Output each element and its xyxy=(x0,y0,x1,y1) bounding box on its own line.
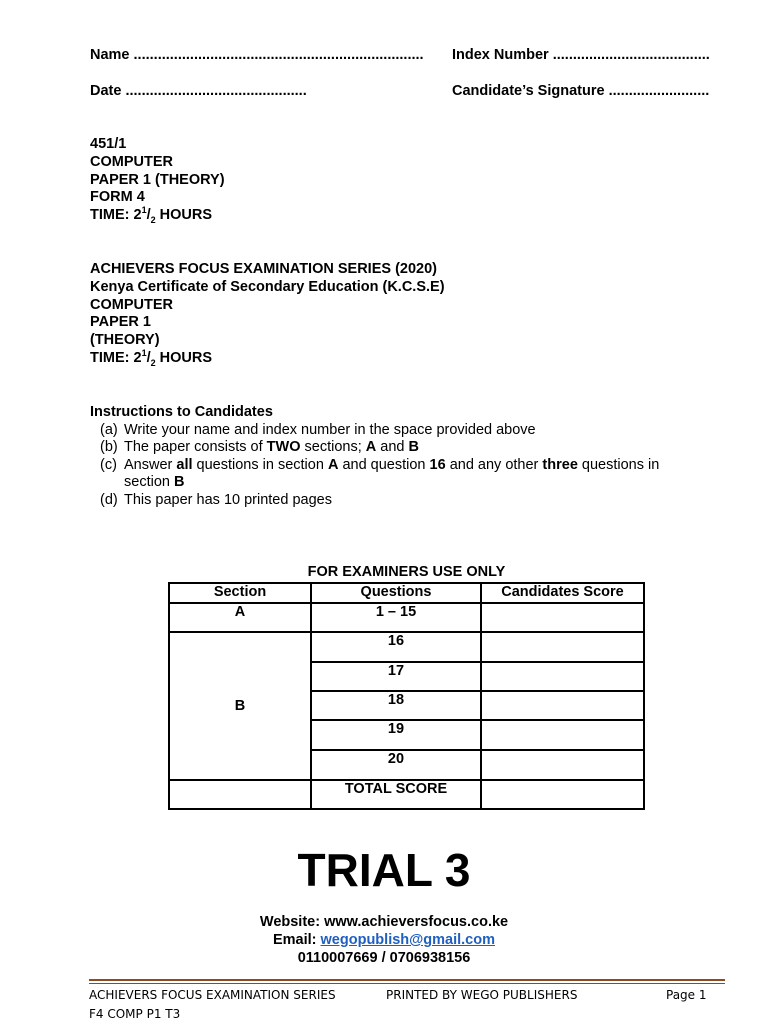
section-a-questions-cell: 1 – 15 xyxy=(311,603,481,632)
score-cell[interactable] xyxy=(481,691,644,720)
table-row xyxy=(169,780,644,809)
footer-page-number: Page 1 xyxy=(666,988,707,1002)
footer-divider xyxy=(89,979,725,981)
question-cell: 16 xyxy=(311,632,481,662)
total-empty-cell xyxy=(169,780,311,809)
score-cell[interactable] xyxy=(481,632,644,662)
instruction-a: (a) Write your name and index number in the space provided above xyxy=(100,421,536,438)
footer-series: ACHIEVERS FOCUS EXAMINATION SERIES xyxy=(89,988,336,1002)
instruction-b: (b) The paper consists of TWO sections; A and B xyxy=(100,439,419,455)
total-score-cell[interactable] xyxy=(481,780,644,809)
paper-subject: COMPUTER xyxy=(90,153,173,170)
index-number-field-line: Index Number ....................................... xyxy=(452,47,710,63)
exam-theory: (THEORY) xyxy=(90,332,160,349)
contact-phones: 0110007669 / 0706938156 xyxy=(297,950,471,966)
paper-form: FORM 4 xyxy=(90,189,145,206)
footer-printer: PRINTED BY WEGO PUBLISHERS xyxy=(386,988,578,1002)
paper-time: TIME: $2^1/_2$ HOURS xyxy=(90,205,213,226)
name-field-line: Name ........................................................................ xyxy=(90,47,424,63)
exam-paper: PAPER 1 xyxy=(90,314,151,331)
table-row xyxy=(169,632,644,662)
paper-info-block xyxy=(90,136,225,225)
question-cell: 20 xyxy=(311,750,481,780)
examiner-score-table xyxy=(168,582,645,810)
email-link[interactable]: wegopublish@gmail.com xyxy=(320,932,495,948)
table-header-row xyxy=(169,583,644,603)
contact-website: Website: www.achieversfocus.co.ke xyxy=(259,914,509,930)
footer-code: F4 COMP P1 T3 xyxy=(89,1007,181,1021)
instruction-d: (d) This paper has 10 printed pages xyxy=(100,491,332,508)
total-score-label: TOTAL SCORE xyxy=(311,780,481,809)
question-cell: 17 xyxy=(311,662,481,691)
paper-title: PAPER 1 (THEORY) xyxy=(90,171,225,188)
examiner-table-title: FOR EXAMINERS USE ONLY xyxy=(307,564,506,580)
score-cell[interactable] xyxy=(481,750,644,780)
email-label: Email: xyxy=(272,932,321,948)
exam-series: ACHIEVERS FOCUS EXAMINATION SERIES (2020) xyxy=(90,261,437,277)
question-cell: 18 xyxy=(311,691,481,720)
signature-field-line: Candidate’s Signature ......................... xyxy=(452,83,710,99)
trial-heading: TRIAL 3 xyxy=(297,844,471,896)
instructions-title: Instructions to Candidates xyxy=(90,404,273,420)
score-cell[interactable] xyxy=(481,662,644,691)
paper-code: 451/1 xyxy=(90,136,127,152)
question-cell: 19 xyxy=(311,720,481,750)
contact-email-line xyxy=(0,932,768,950)
instruction-c: (c) Answer all questions in section A and question 16 and any other three questions in section B xyxy=(100,456,660,490)
section-b-cell: B xyxy=(169,632,311,780)
table-row xyxy=(169,603,644,632)
date-field-line: Date ............................................. xyxy=(90,83,307,99)
header-questions: Questions xyxy=(311,583,481,603)
instructions xyxy=(90,404,710,509)
exam-certificate: Kenya Certificate of Secondary Education (K.C.S.E) xyxy=(90,278,445,295)
section-a-cell: A xyxy=(169,603,311,632)
header-section: Section xyxy=(169,583,311,603)
score-cell[interactable] xyxy=(481,603,644,632)
footer-divider-thin xyxy=(89,983,725,984)
score-cell[interactable] xyxy=(481,720,644,750)
exam-info-block xyxy=(90,261,445,368)
exam-time: TIME: $2^1/_2$ HOURS xyxy=(90,348,213,368)
exam-subject: COMPUTER xyxy=(90,296,173,313)
header-candidates-score: Candidates Score xyxy=(481,583,644,603)
